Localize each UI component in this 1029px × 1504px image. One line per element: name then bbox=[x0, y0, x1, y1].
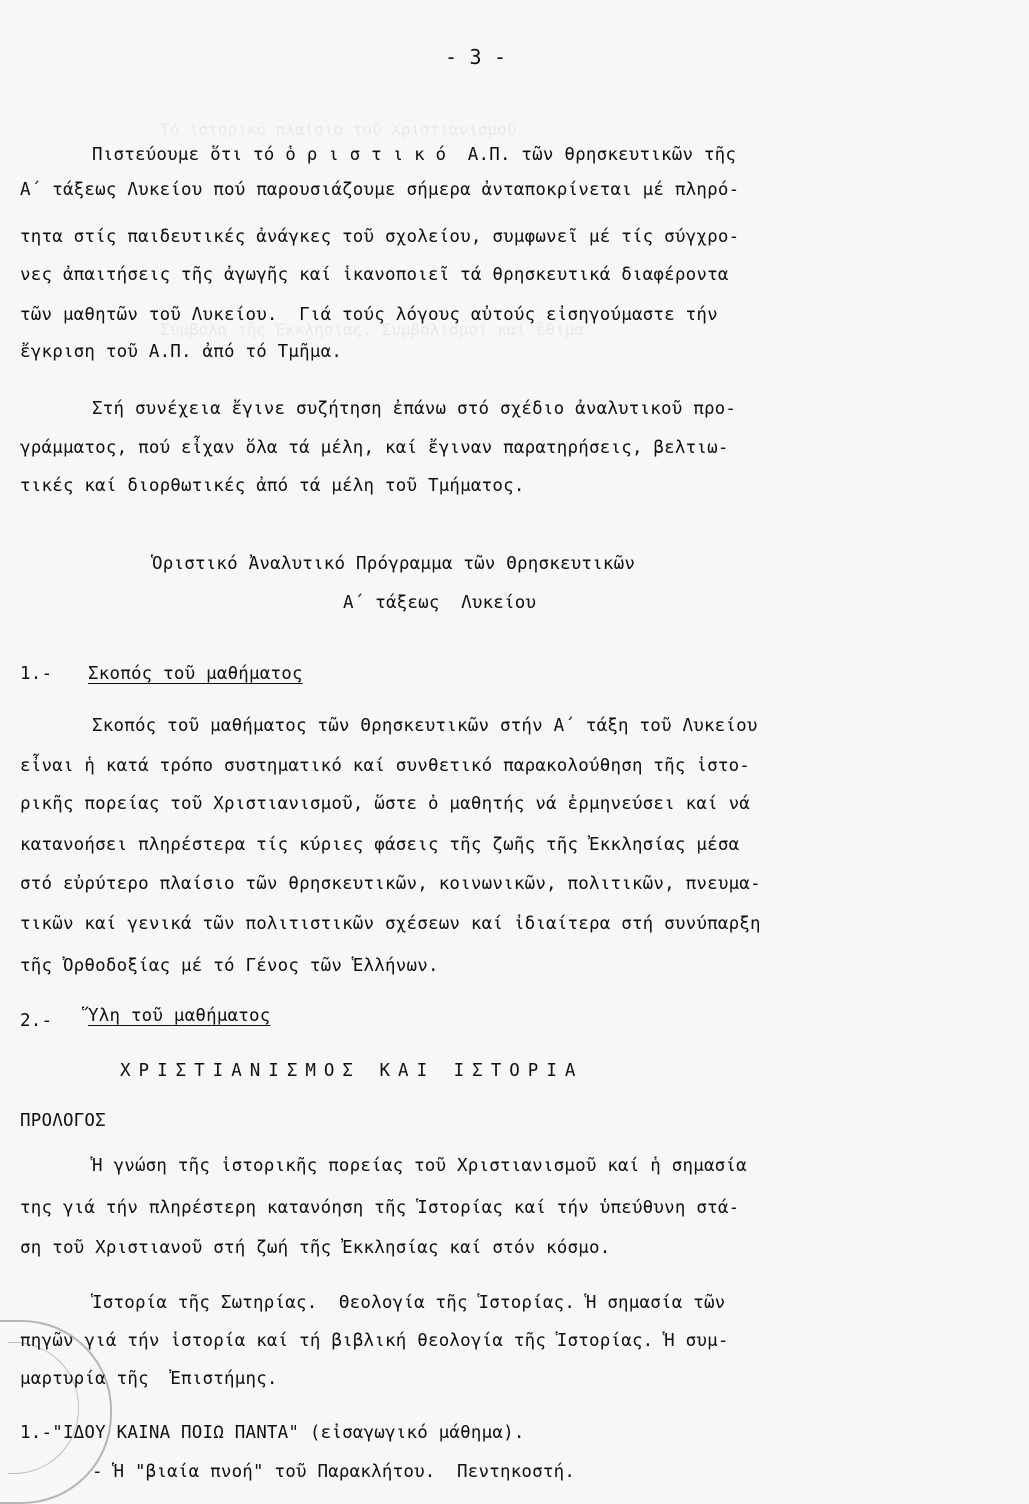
prologue-line-1: Ἡ γνώση τῆς ἱστορικῆς πορείας τοῦ Χριστιανισμοῦ καί ἡ σημασία bbox=[92, 1156, 747, 1176]
section2-subtitle: ΧΡΙΣΤΙΑΝΙΣΜΟΣ ΚΑΙ ΙΣΤΟΡΙΑ bbox=[120, 1061, 584, 1081]
section1-line-7: τῆς Ὀρθοδοξίας μέ τό Γένος τῶν Ἑλλήνων. bbox=[20, 956, 439, 976]
intro-line-5: τῶν μαθητῶν τοῦ Λυκείου. Γιά τούς λόγους αὐτούς εἰσηγούμαστε τήν bbox=[20, 305, 718, 325]
discussion-line-1: Στή συνέχεια ἔγινε συζήτηση ἐπάνω στό σχέδιο ἀναλυτικοῦ προ- bbox=[92, 399, 737, 419]
prologue-line-3: ση τοῦ Χριστιανοῦ στή ζωή τῆς Ἐκκλησίας καί στόν κόσμο. bbox=[20, 1238, 611, 1258]
bleed-through-text-2: Σύμβολα τῆς Ἐκκλησίας. Συμβολισμοί καί ἔθιμα bbox=[160, 320, 584, 339]
official-stamp-inner-ring bbox=[8, 1342, 79, 1474]
discussion-line-3: τικές καί διορθωτικές ἀπό τά μέλη τοῦ Τμήματος. bbox=[20, 476, 525, 496]
section1-line-2: εἶναι ἡ κατά τρόπο συστηματικό καί συνθετικό παρακολούθηση τῆς ἱστο- bbox=[20, 756, 751, 776]
section2-heading: Ὕλη τοῦ μαθήματος bbox=[88, 1006, 271, 1026]
section1-line-6: τικῶν καί γενικά τῶν πολιτιστικῶν σχέσεων καί ἰδιαίτερα στή συνύπαρξη bbox=[20, 914, 761, 934]
program-title-line-2: Α΄ τάξεως Λυκείου bbox=[343, 593, 537, 613]
section2-number: 2.- bbox=[20, 1011, 53, 1031]
intro-line-4: νες ἀπαιτήσεις τῆς ἀγωγῆς καί ἱκανοποιεῖ τά θρησκευτικά διαφέροντα bbox=[20, 265, 729, 285]
prologue-label: ΠΡΟΛΟΓΟΣ bbox=[20, 1111, 106, 1131]
section1-line-1: Σκοπός τοῦ μαθήματος τῶν Θρησκευτικῶν στήν Α΄ τάξη τοῦ Λυκείου bbox=[92, 716, 758, 736]
intro-line-3: τητα στίς παιδευτικές ἀνάγκες τοῦ σχολείου, συμφωνεῖ μέ τίς σύγχρο- bbox=[20, 227, 740, 247]
prologue-line-2: της γιά τήν πληρέστερη κατανόηση τῆς Ἱστορίας καί τήν ὑπεύθυνη στά- bbox=[20, 1198, 740, 1218]
item-1: 1.-"ΙΔΟΥ ΚΑΙΝΑ ΠΟΙΩ ΠΑΝΤΑ" (εἰσαγωγικό μάθημα). bbox=[20, 1423, 525, 1443]
section1-line-3: ρικῆς πορείας τοῦ Χριστιανισμοῦ, ὥστε ὁ μαθητής νά ἑρμηνεύσει καί νά bbox=[20, 794, 751, 814]
intro-line-1: Πιστεύουμε ὅτι τό ὁ ρ ι σ τ ι κ ό Α.Π. τῶν θρησκευτικῶν τῆς bbox=[92, 145, 737, 165]
section1-line-5: στό εὐρύτερο πλαίσιο τῶν θρησκευτικῶν, κοινωνικῶν, πολιτικῶν, πνευμα- bbox=[20, 874, 761, 894]
page-number: - 3 - bbox=[445, 45, 507, 69]
bleed-through-text: Τό ἱστορικό πλαίσιο τοῦ Χριστιανισμοῦ bbox=[160, 120, 517, 139]
section1-heading: Σκοπός τοῦ μαθήματος bbox=[88, 664, 303, 684]
section1-line-4: κατανοήσει πληρέστερα τίς κύριες φάσεις τῆς ζωῆς τῆς Ἐκκλησίας μέσα bbox=[20, 835, 740, 855]
intro-line-6: ἔγκριση τοῦ Α.Π. ἀπό τό Τμῆμα. bbox=[20, 342, 343, 362]
history-line-2: πηγῶν γιά τήν ἱστορία καί τή βιβλική θεολογία τῆς Ἱστορίας. Ἡ συμ- bbox=[20, 1331, 729, 1351]
history-line-1: Ἱστορία τῆς Σωτηρίας. Θεολογία τῆς Ἱστορίας. Ἡ σημασία τῶν bbox=[92, 1293, 726, 1313]
intro-line-2: Α΄ τάξεως Λυκείου πού παρουσιάζουμε σήμερα ἀνταποκρίνεται μέ πληρό- bbox=[20, 180, 740, 200]
program-title-line-1: Ὁριστικό Ἀναλυτικό Πρόγραμμα τῶν Θρησκευτικῶν bbox=[152, 554, 636, 574]
history-line-3: μαρτυρία τῆς Ἐπιστήμης. bbox=[20, 1369, 278, 1389]
item-1-sub: - Ἡ "βιαία πνοή" τοῦ Παρακλήτου. Πεντηκοστή. bbox=[92, 1462, 576, 1482]
discussion-line-2: γράμματος, πού εἶχαν ὅλα τά μέλη, καί ἔγιναν παρατηρήσεις, βελτιω- bbox=[20, 438, 729, 458]
section1-number: 1.- bbox=[20, 664, 53, 684]
